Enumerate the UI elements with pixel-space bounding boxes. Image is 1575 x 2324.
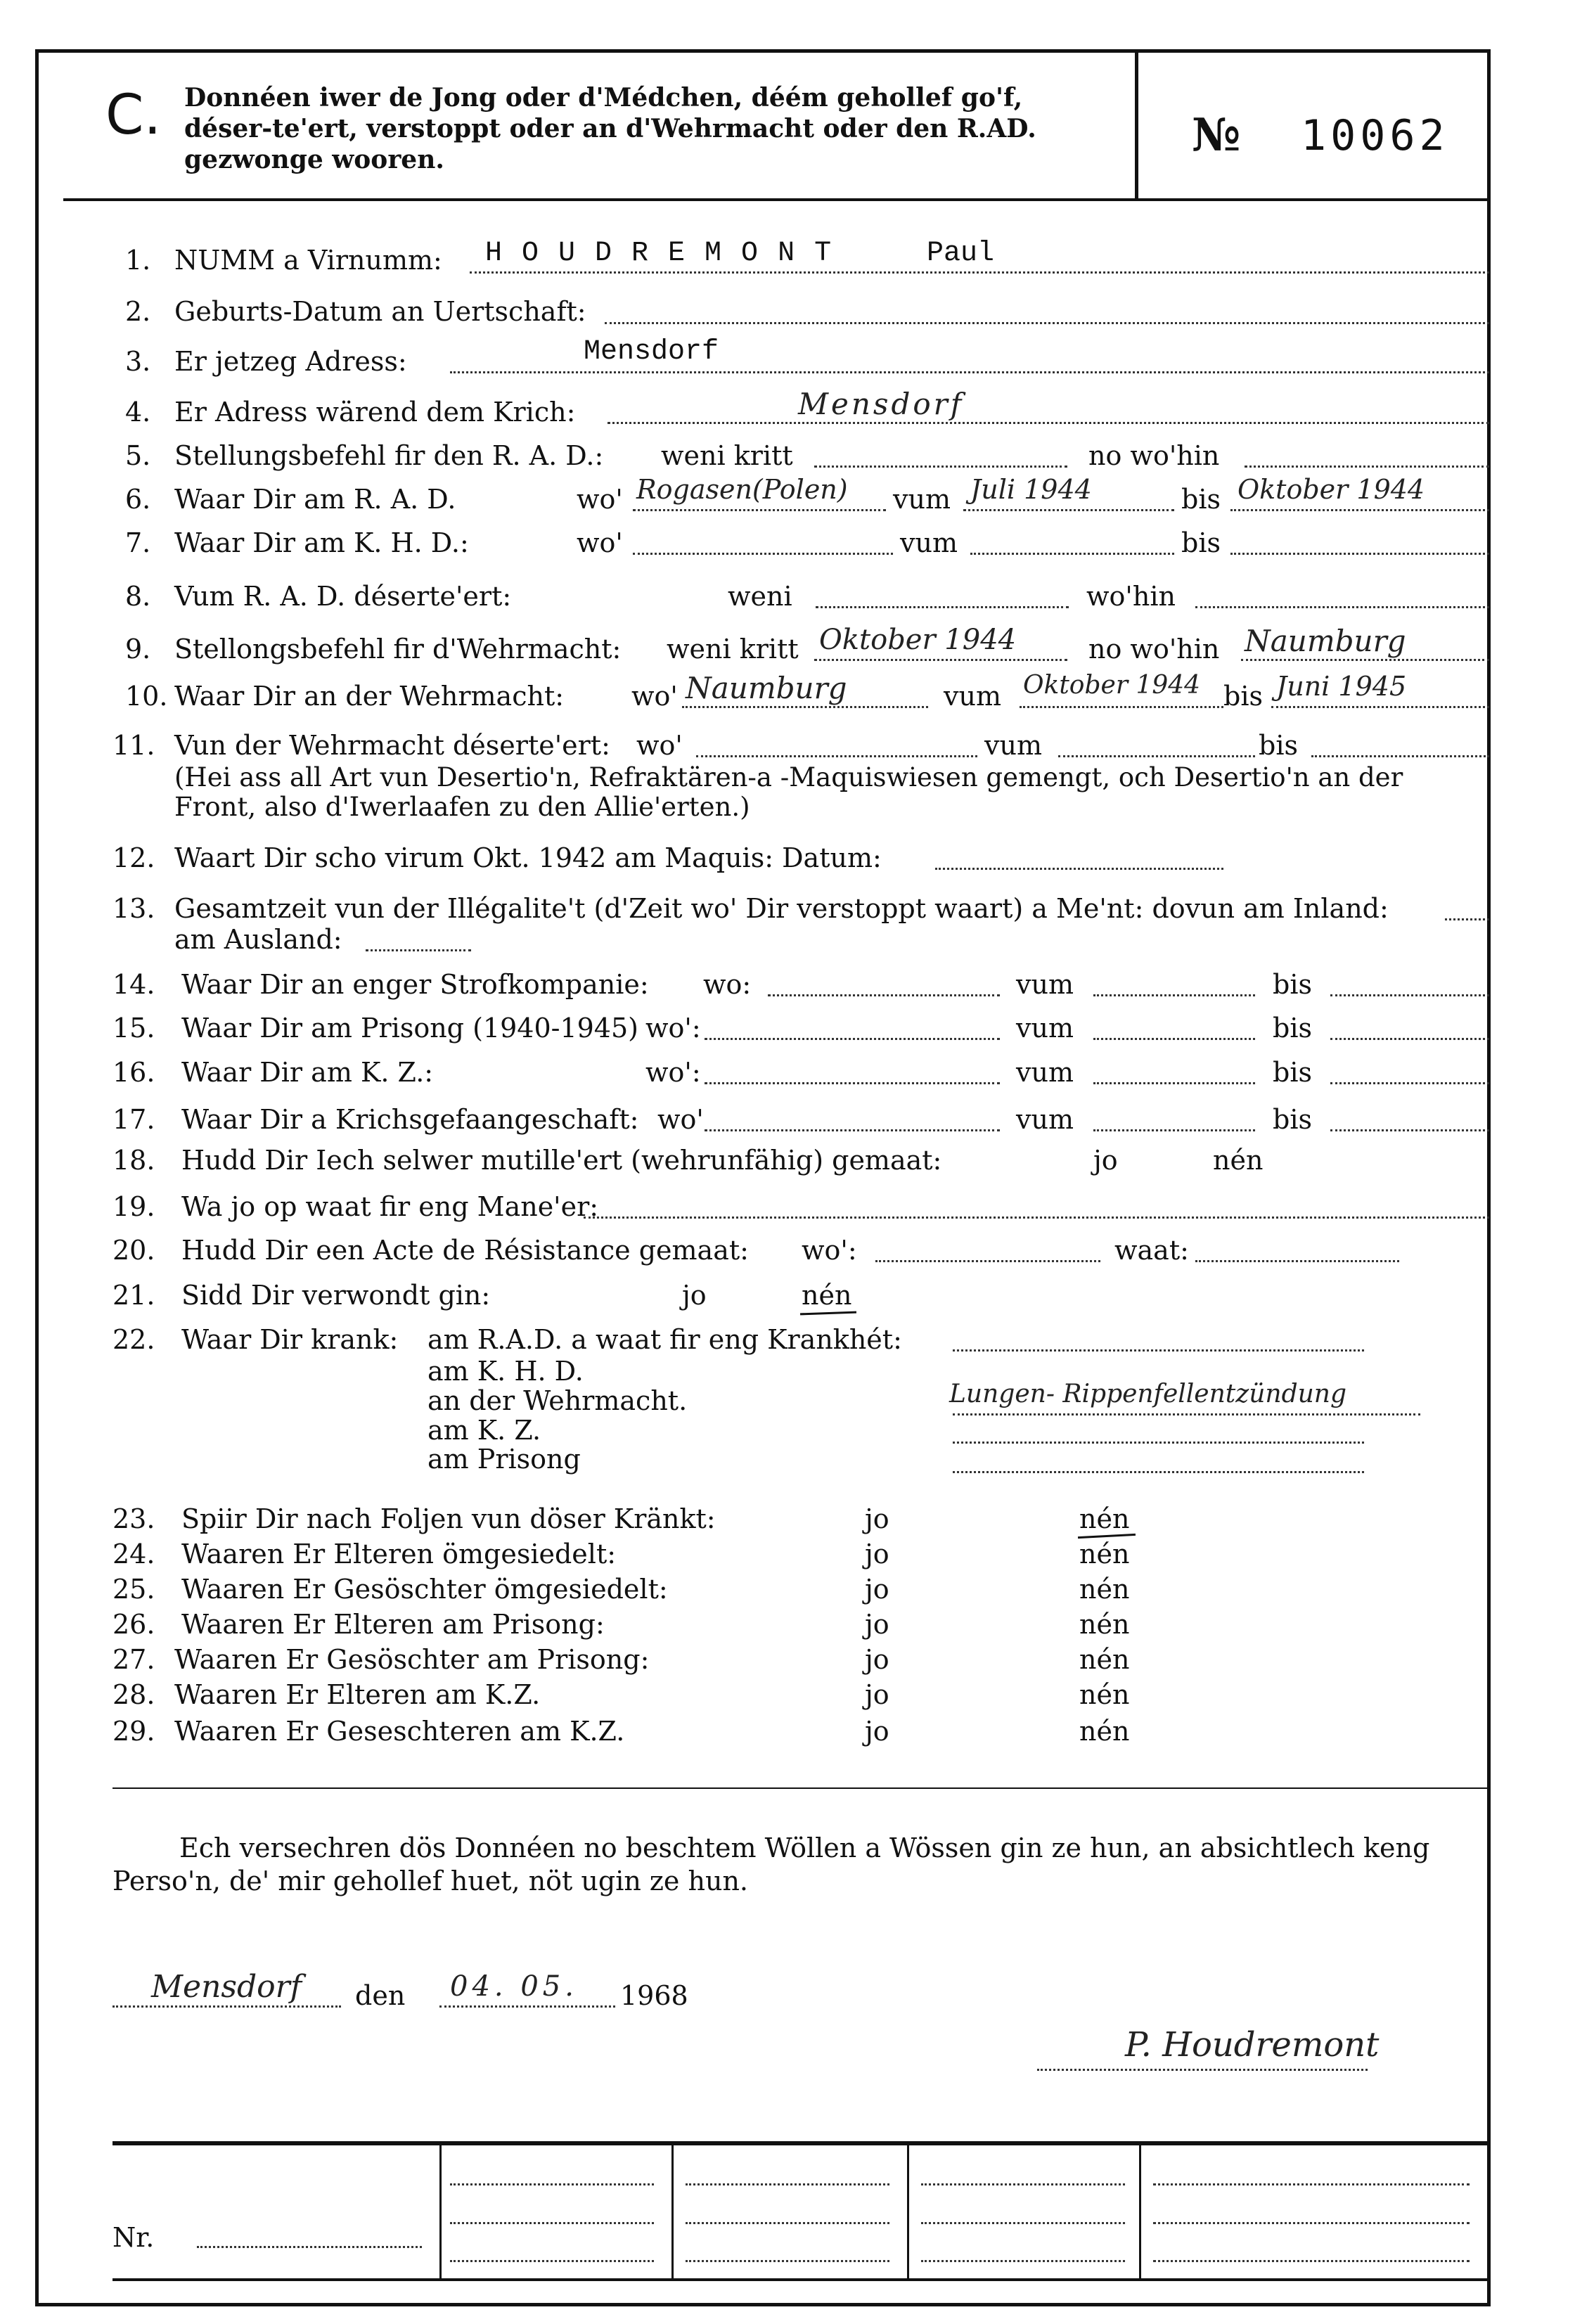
number-symbol: № (1192, 109, 1241, 162)
q11-note-line1: (Hei ass all Art vun Desertio'n, Refraktären-a -Maquiswiesen gemengt, och Desertio'n an der (174, 762, 1403, 792)
q19-number: 19. (112, 1191, 155, 1222)
q16-number: 16. (112, 1057, 155, 1088)
footer-nr-label: Nr. (112, 2222, 155, 2253)
q15-wo-field[interactable] (705, 1038, 1000, 1040)
q16-bis-field[interactable] (1330, 1082, 1489, 1084)
q18-jo-option[interactable]: jo (1093, 1145, 1118, 1176)
q9-weni-field[interactable] (814, 659, 1067, 661)
q20-number: 20. (112, 1235, 155, 1266)
q11-vum-field[interactable] (1058, 755, 1255, 757)
q18-nen-option[interactable]: nén (1213, 1145, 1264, 1176)
q10-bis-field[interactable] (1271, 706, 1489, 708)
q16-wo-field[interactable] (705, 1082, 1000, 1084)
q12-field[interactable] (935, 868, 1223, 870)
q25-jo-option[interactable]: jo (865, 1574, 889, 1605)
form-heading: Donnéen iwer de Jong oder d'Médchen, déém gehollef go'f, déser-te'ert, verstoppt oder an d'Wehrmacht oder den R.AD. gezwonge wooren. (184, 83, 1036, 174)
q20-wo-field[interactable] (875, 1260, 1100, 1262)
q14-vum-field[interactable] (1093, 994, 1255, 996)
q4-label: Er Adress wärend dem Krich: (174, 397, 576, 428)
q8-weni-label: weni (728, 581, 792, 612)
q4-field[interactable] (608, 422, 1489, 424)
q29-number: 29. (112, 1716, 155, 1747)
q29-nen-option[interactable]: nén (1079, 1716, 1130, 1747)
q1-surname: H O U D R E M O N T (485, 238, 833, 269)
q16-vum-field[interactable] (1093, 1082, 1255, 1084)
q22-number: 22. (112, 1324, 155, 1355)
q9-wohin-value: Naumburg (1245, 624, 1406, 658)
q5-weni-field[interactable] (814, 466, 1067, 468)
q16-wo-label: wo': (645, 1057, 701, 1088)
q10-wo-value: Naumburg (686, 671, 847, 705)
q15-label: Waar Dir am Prisong (1940-1945) (181, 1013, 638, 1044)
q17-label: Waar Dir a Krichsgefaangeschaft: (181, 1104, 639, 1135)
q15-vum-label: vum (1016, 1013, 1074, 1044)
q11-bis-field[interactable] (1311, 755, 1489, 757)
place-value: Mensdorf (151, 1969, 302, 2005)
q27-nen-option[interactable]: nén (1079, 1644, 1130, 1675)
q22-sub-wehrmacht: an der Wehrmacht. (428, 1385, 688, 1416)
q6-bis-label: bis (1181, 484, 1221, 515)
q22-sub-khd: am K. H. D. (428, 1356, 584, 1387)
q28-nen-option[interactable]: nén (1079, 1679, 1130, 1710)
q13-label-ausland: am Ausland: (174, 924, 342, 955)
q24-number: 24. (112, 1539, 155, 1569)
q5-weni-label: weni kritt (661, 440, 793, 471)
q10-vum-field[interactable] (1020, 706, 1223, 708)
q28-number: 28. (112, 1679, 155, 1710)
q23-number: 23. (112, 1503, 155, 1534)
footer-col-divider-4 (1139, 2141, 1141, 2278)
q11-bis-label: bis (1259, 730, 1298, 761)
q10-label: Waar Dir an der Wehrmacht: (174, 681, 565, 712)
q6-wo-value: Rogasen(Polen) (636, 474, 848, 505)
q5-wohin-label: no wo'hin (1088, 440, 1220, 471)
q18-number: 18. (112, 1145, 155, 1176)
q29-label: Waaren Er Geseschteren am K.Z. (174, 1716, 625, 1747)
q6-number: 6. (125, 484, 151, 515)
q1-number: 1. (125, 245, 151, 276)
q25-label: Waaren Er Gesöschter ömgesiedelt: (181, 1574, 668, 1605)
q24-jo-option[interactable]: jo (865, 1539, 889, 1569)
q15-bis-label: bis (1273, 1013, 1312, 1044)
q17-bis-field[interactable] (1330, 1129, 1489, 1131)
q7-wo-field[interactable] (633, 553, 893, 555)
q15-vum-field[interactable] (1093, 1038, 1255, 1040)
q23-nen-option[interactable]: nén (1079, 1503, 1130, 1534)
footer-cell-2c[interactable] (686, 2260, 889, 2262)
q3-number: 3. (125, 346, 151, 377)
q20-wo-label: wo': (802, 1235, 857, 1266)
q6-bis-field[interactable] (1230, 509, 1489, 511)
q10-vum-value: Oktober 1944 (1023, 671, 1201, 700)
q26-label: Waaren Er Elteren am Prisong: (181, 1609, 605, 1640)
footer-col-divider-3 (907, 2141, 909, 2278)
q21-number: 21. (112, 1280, 155, 1311)
q8-wohin-label: wo'hin (1086, 581, 1176, 612)
q15-bis-field[interactable] (1330, 1038, 1489, 1040)
q22-sub-kz: am K. Z. (428, 1415, 541, 1446)
q25-number: 25. (112, 1574, 155, 1605)
q23-jo-option[interactable]: jo (865, 1503, 889, 1534)
q11-vum-label: vum (984, 730, 1042, 761)
q16-bis-label: bis (1273, 1057, 1312, 1088)
footer-cell-3c[interactable] (921, 2260, 1125, 2262)
q9-weni-value: Oktober 1944 (819, 624, 1017, 656)
q3-label: Er jetzeg Adress: (174, 346, 407, 377)
q7-vum-field[interactable] (970, 553, 1174, 555)
q4-number: 4. (125, 397, 151, 428)
footer-cell-4a[interactable] (1153, 2183, 1470, 2185)
place-field[interactable] (112, 2005, 341, 2008)
q6-wo-label: wo' (577, 484, 623, 515)
q18-label: Hudd Dir Iech selwer mutille'ert (wehrunfähig) gemaat: (181, 1145, 942, 1176)
q10-wo-label: wo' (631, 681, 678, 712)
q12-number: 12. (112, 842, 155, 873)
footer-nr-field[interactable] (197, 2246, 422, 2248)
q11-label: Vun der Wehrmacht déserte'ert: (174, 730, 610, 761)
q3-field[interactable] (450, 371, 1489, 373)
q14-number: 14. (112, 969, 155, 1000)
signature-field[interactable] (1037, 2069, 1368, 2071)
q13-ausland-field[interactable] (366, 949, 471, 951)
q21-nen-option[interactable]: nén (802, 1280, 852, 1311)
q17-wo-label: wo' (657, 1104, 704, 1135)
q6-vum-value: Juli 1944 (970, 474, 1092, 505)
header-rule (63, 198, 1491, 201)
q13-number: 13. (112, 893, 155, 924)
q10-bis-value: Juni 1945 (1276, 671, 1407, 702)
section-letter: C. (105, 84, 162, 147)
q15-wo-label: wo': (645, 1013, 701, 1044)
q8-weni-field[interactable] (816, 606, 1069, 608)
q5-number: 5. (125, 440, 151, 471)
q17-wo-field[interactable] (705, 1129, 1000, 1131)
declaration-line1: Ech versechren dös Donnéen no beschtem Wöllen a Wössen gin ze hun, an absichtlech keng (179, 1832, 1430, 1863)
q27-jo-option[interactable]: jo (865, 1644, 889, 1675)
q7-number: 7. (125, 527, 151, 558)
q4-value: Mensdorf (798, 387, 965, 421)
declaration-line2: Perso'n, de' mir gehollef huet, nöt ugin ze hun. (112, 1866, 749, 1896)
q7-wo-label: wo' (577, 527, 623, 558)
q9-wohin-field[interactable] (1241, 659, 1489, 661)
date-field[interactable] (439, 2005, 615, 2008)
q12-label: Waart Dir scho virum Okt. 1942 am Maquis: Datum: (174, 842, 882, 873)
q22-label: Waar Dir krank: (181, 1324, 399, 1355)
q17-number: 17. (112, 1104, 155, 1135)
footer-cell-1c[interactable] (450, 2260, 654, 2262)
footer-top-rule (112, 2141, 1491, 2145)
q20-waat-field[interactable] (1195, 1260, 1399, 1262)
q14-bis-label: bis (1273, 969, 1312, 1000)
q7-bis-field[interactable] (1230, 553, 1489, 555)
q10-number: 10. (125, 681, 168, 712)
q16-vum-label: vum (1016, 1057, 1074, 1088)
q3-value: Mensdorf (584, 336, 719, 368)
footer-col-divider-1 (439, 2141, 442, 2278)
q28-label: Waaren Er Elteren am K.Z. (174, 1679, 541, 1710)
q22-rad-field[interactable] (953, 1349, 1364, 1352)
footer-cell-4c[interactable] (1153, 2260, 1470, 2262)
q9-number: 9. (125, 634, 151, 665)
q6-vum-field[interactable] (963, 509, 1174, 511)
q13-inland-field[interactable] (1445, 918, 1489, 920)
q8-number: 8. (125, 581, 151, 612)
header-divider (1135, 49, 1138, 198)
q10-bis-label: bis (1223, 681, 1263, 712)
footer-cell-4b[interactable] (1153, 2222, 1470, 2224)
q21-label: Sidd Dir verwondt gin: (181, 1280, 491, 1311)
q22-wehrmacht-value: Lungen- Rippenfellentzündung (949, 1380, 1347, 1408)
q14-label: Waar Dir an enger Strofkompanie: (181, 969, 649, 1000)
q6-vum-label: vum (893, 484, 951, 515)
q27-label: Waaren Er Gesöschter am Prisong: (174, 1644, 650, 1675)
q1-label: NUMM a Virnumm: (174, 245, 442, 276)
q2-label: Geburts-Datum an Uertschaft: (174, 296, 586, 327)
section-rule (112, 1787, 1491, 1789)
q27-number: 27. (112, 1644, 155, 1675)
q10-wo-field[interactable] (682, 706, 928, 708)
q11-wo-field[interactable] (696, 755, 977, 757)
q5-label: Stellungsbefehl fir den R. A. D.: (174, 440, 604, 471)
den-label: den (355, 1980, 406, 2011)
q5-wohin-field[interactable] (1245, 466, 1489, 468)
q8-wohin-field[interactable] (1195, 606, 1489, 608)
q6-bis-value: Oktober 1944 (1238, 474, 1425, 505)
footer-cell-3b[interactable] (921, 2222, 1125, 2224)
q10-vum-label: vum (944, 681, 1001, 712)
q26-nen-option[interactable]: nén (1079, 1609, 1130, 1640)
q25-nen-option[interactable]: nén (1079, 1574, 1130, 1605)
q11-note-line2: Front, also d'Iwerlaafen zu den Allie'erten.) (174, 792, 750, 822)
form-number: 10062 (1301, 111, 1449, 160)
q22-sub-prisong: am Prisong (428, 1444, 581, 1475)
q9-weni-label: weni kritt (667, 634, 799, 665)
q16-label: Waar Dir am K. Z.: (181, 1057, 434, 1088)
footer-bottom-rule (112, 2278, 1491, 2281)
q2-number: 2. (125, 296, 151, 327)
q22-kz-field[interactable] (953, 1442, 1364, 1444)
q19-label: Wa jo op waat fir eng Mane'er: (181, 1191, 599, 1222)
q26-jo-option[interactable]: jo (865, 1609, 889, 1640)
footer-cell-2a[interactable] (686, 2183, 889, 2185)
q22-sub-rad: am R.A.D. a waat fir eng Krankhét: (428, 1324, 902, 1355)
signature: P. Houdremont (1125, 2025, 1380, 2065)
q22-wehrmacht-field[interactable] (953, 1413, 1420, 1415)
q9-label: Stellongsbefehl fir d'Wehrmacht: (174, 634, 622, 665)
year-label: 1968 (620, 1980, 688, 2011)
q24-label: Waaren Er Elteren ömgesiedelt: (181, 1539, 617, 1569)
footer-cell-3a[interactable] (921, 2183, 1125, 2185)
q17-vum-field[interactable] (1093, 1129, 1255, 1131)
q20-label: Hudd Dir een Acte de Résistance gemaat: (181, 1235, 749, 1266)
q7-vum-label: vum (900, 527, 958, 558)
q14-wo-field[interactable] (768, 994, 1000, 996)
footer-col-divider-2 (671, 2141, 674, 2278)
q21-jo-option[interactable]: jo (682, 1280, 707, 1311)
date-value: 04. 05. (450, 1970, 578, 2003)
q14-bis-field[interactable] (1330, 994, 1489, 996)
q17-bis-label: bis (1273, 1104, 1312, 1135)
footer-cell-2b[interactable] (686, 2222, 889, 2224)
q29-jo-option[interactable]: jo (865, 1716, 889, 1747)
q17-vum-label: vum (1016, 1104, 1074, 1135)
q8-label: Vum R. A. D. déserte'ert: (174, 581, 512, 612)
q19-field[interactable] (584, 1216, 1489, 1219)
q13-label: Gesamtzeit vun der Illégalite't (d'Zeit wo' Dir verstoppt waart) a Me'nt: dovun am Inland: (174, 893, 1389, 924)
q9-wohin-label: no wo'hin (1088, 634, 1220, 665)
q22-prisong-field[interactable] (953, 1471, 1364, 1473)
q7-label: Waar Dir am K. H. D.: (174, 527, 469, 558)
q11-wo-label: wo' (636, 730, 683, 761)
q6-wo-field[interactable] (633, 509, 886, 511)
q1-firstname: Paul (927, 238, 995, 269)
footer-cell-1a[interactable] (450, 2183, 654, 2185)
q11-number: 11. (112, 730, 155, 761)
q15-number: 15. (112, 1013, 155, 1044)
q26-number: 26. (112, 1609, 155, 1640)
q7-bis-label: bis (1181, 527, 1221, 558)
form-frame (35, 49, 1491, 2306)
q2-field[interactable] (605, 322, 1489, 324)
q14-vum-label: vum (1016, 969, 1074, 1000)
q23-label: Spiir Dir nach Foljen vun döser Kränkt: (181, 1503, 716, 1534)
q20-waat-label: waat: (1114, 1235, 1189, 1266)
q6-label: Waar Dir am R. A. D. (174, 484, 456, 515)
q24-nen-option[interactable]: nén (1079, 1539, 1130, 1569)
q14-wo-label: wo: (703, 969, 752, 1000)
q1-field[interactable] (470, 271, 1489, 274)
q28-jo-option[interactable]: jo (865, 1679, 889, 1710)
footer-cell-1b[interactable] (450, 2222, 654, 2224)
